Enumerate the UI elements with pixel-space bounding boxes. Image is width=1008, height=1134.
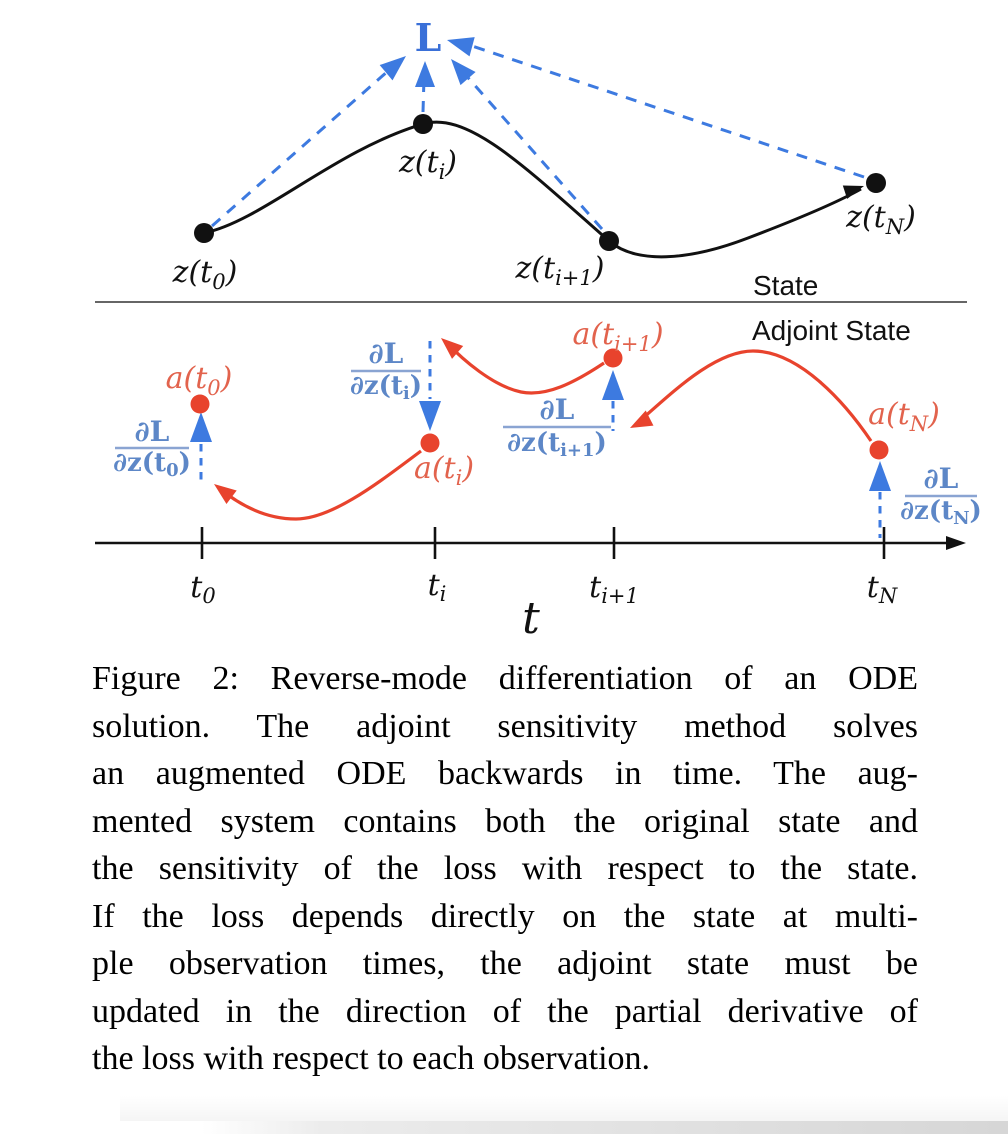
caption-line: mented system contains both the original state and <box>92 802 918 840</box>
time-axis <box>95 527 966 644</box>
adjoint-point-a-tN <box>870 441 889 460</box>
figure-caption <box>92 655 918 1083</box>
caption-line: If the loss depends directly on the state at multi- <box>92 897 918 935</box>
fraction-numerator: ∂L <box>368 337 404 370</box>
tick-label-tN: $t_N$ <box>866 570 898 608</box>
gradient-fraction-tN <box>900 462 982 529</box>
adjoint-panel-label: Adjoint State <box>752 315 911 346</box>
caption-line: the loss with respect to each observation. <box>92 1040 651 1077</box>
adjoint-label-a-tN: $a(t_N)$ <box>868 397 940 436</box>
loss-label: L <box>414 15 442 60</box>
tick-label-ti: $t_i$ <box>427 568 447 606</box>
blue-arrowhead-icon <box>443 52 475 85</box>
caption-line: the sensitivity of the loss with respect to the state. <box>92 850 918 887</box>
fraction-denominator: ∂z(tN) <box>900 496 982 529</box>
gradient-fraction-ti <box>350 337 422 404</box>
state-label-z-ti: $z(t_i)$ <box>398 145 458 184</box>
fraction-numerator: ∂L <box>923 462 959 495</box>
black-arrowhead-icon <box>843 179 866 198</box>
state-panel-label: State <box>753 270 819 301</box>
fraction-numerator: ∂L <box>539 393 575 426</box>
state-point-z-ti <box>413 114 433 134</box>
adjoint-label-a-ti1: $a(t_{i+1})$ <box>572 317 664 356</box>
page-edge-shadow <box>120 1095 1008 1121</box>
caption-line: updated in the direction of the partial derivative of <box>92 992 918 1030</box>
fraction-numerator: ∂L <box>134 415 170 448</box>
blue-down-arrowhead-icon <box>419 401 441 431</box>
tick-label-ti1: $t_{i+1}$ <box>589 570 639 608</box>
blue-arrowhead-icon <box>444 30 474 56</box>
state-point-z-tN <box>866 173 886 193</box>
state-panel <box>172 15 916 301</box>
adjoint-label-a-t0: $a(t_0)$ <box>165 361 233 400</box>
state-point-z-ti1 <box>599 231 619 251</box>
adjoint-curve-ti-to-t0 <box>219 451 421 519</box>
gradient-fraction-t0 <box>113 415 191 481</box>
caption-line: solution. The adjoint sensitivity method solves <box>92 707 918 745</box>
caption-line: an augmented ODE backwards in time. The aug- <box>92 755 918 792</box>
adjoint-label-a-ti: $a(t_i)$ <box>413 451 475 490</box>
state-label-z-ti1: $z(t_{i+1})$ <box>515 251 605 290</box>
fraction-denominator: ∂z(ti) <box>349 371 423 404</box>
adjoint-curve-tN-to-ti1 <box>636 351 871 441</box>
fraction-denominator: ∂z(t0) <box>113 448 191 481</box>
caption-line: Figure 2: Reverse-mode differentiation of an ODE <box>92 660 918 697</box>
caption-line: ple observation times, the adjoint state must be <box>92 945 918 982</box>
blue-up-arrowhead-icon <box>190 412 212 442</box>
fraction-denominator: ∂z(ti+1) <box>507 428 607 461</box>
axis-title-t: t <box>522 593 540 644</box>
state-label-z-tN: $z(t_N)$ <box>846 200 916 239</box>
adjoint-panel <box>113 315 982 538</box>
blue-up-arrowhead-icon <box>869 461 891 491</box>
blue-up-arrowhead-icon <box>602 370 624 400</box>
gradient-fraction-ti1 <box>503 393 611 461</box>
tick-label-t0: $t_0$ <box>190 570 216 608</box>
state-point-z-t0 <box>194 223 214 243</box>
loss-dash-from-z-tN <box>472 46 864 177</box>
blue-arrowhead-icon <box>415 61 435 87</box>
loss-dash-from-z-ti1 <box>463 72 602 229</box>
page-edge-bar <box>0 1121 1008 1134</box>
state-label-z-t0: $z(t_0)$ <box>172 255 238 294</box>
adjoint-point-a-ti <box>421 434 440 453</box>
axis-arrowhead-icon <box>946 536 966 550</box>
